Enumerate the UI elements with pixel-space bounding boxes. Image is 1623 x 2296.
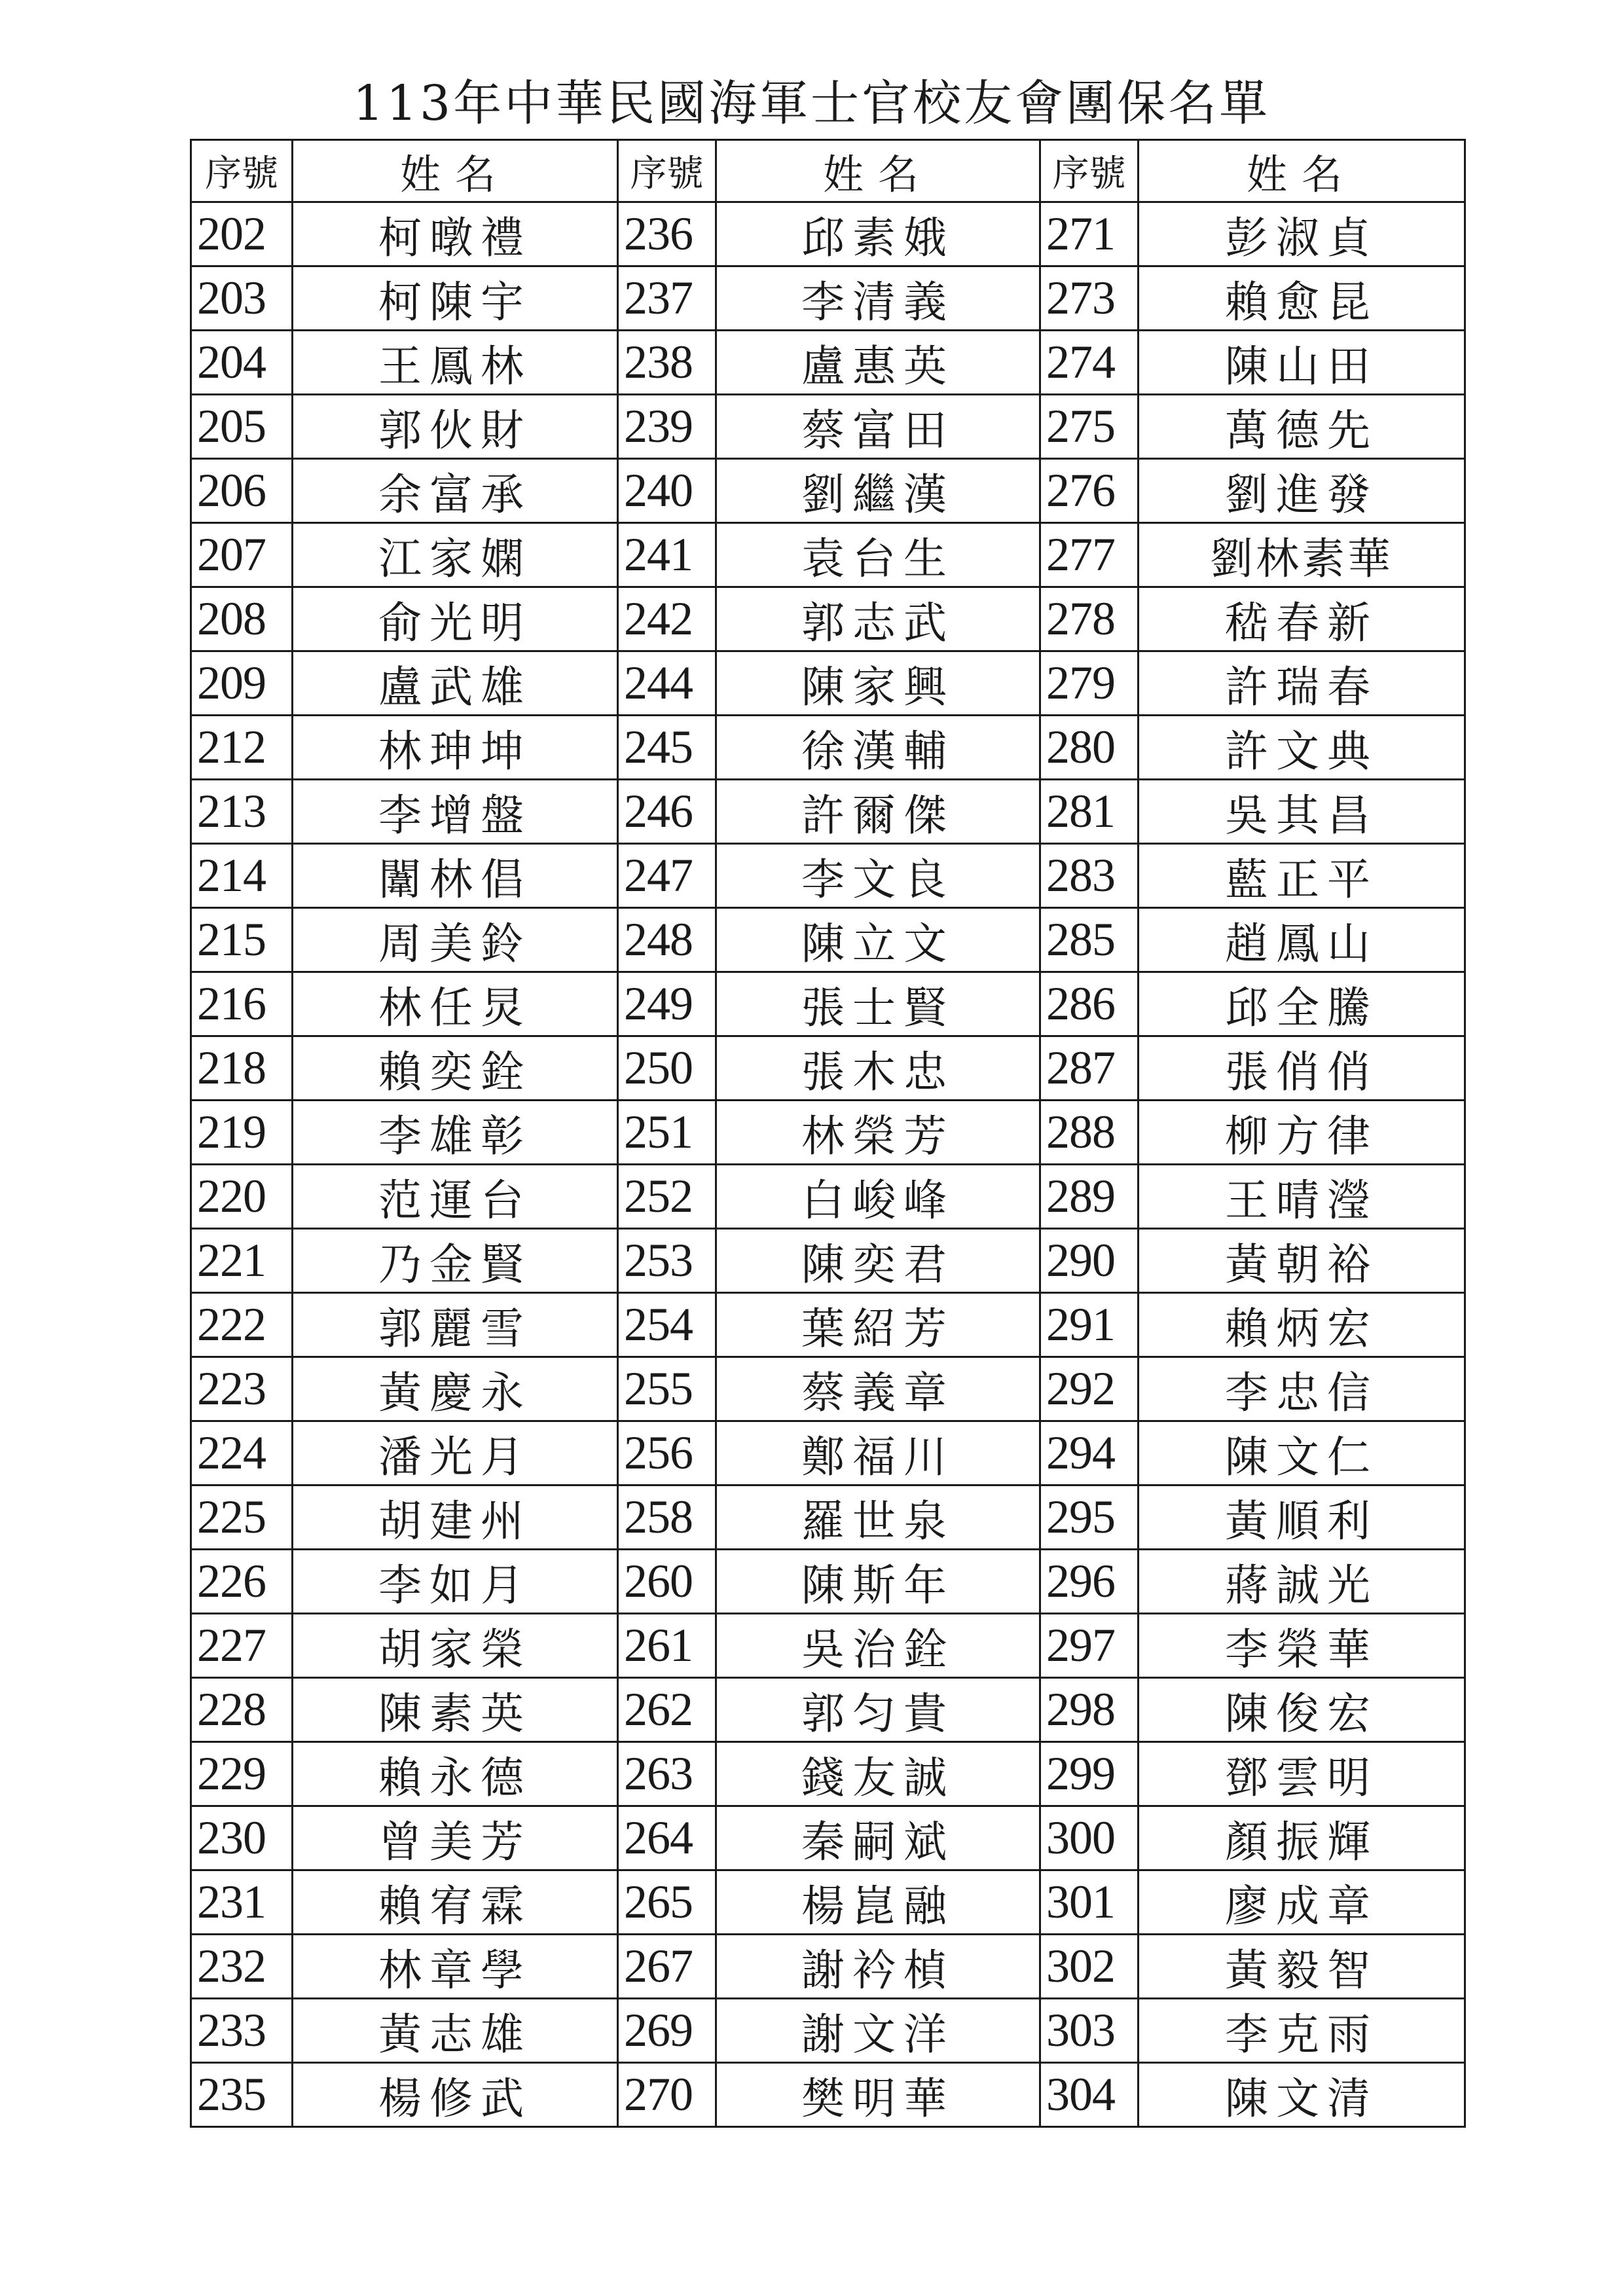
member-number: 204: [191, 331, 293, 395]
member-number: 283: [1040, 844, 1139, 908]
member-name: 郭伙財: [293, 395, 618, 459]
member-number: 216: [191, 972, 293, 1036]
member-name: 藍正平: [1139, 844, 1465, 908]
member-number: 262: [618, 1678, 716, 1742]
member-name: 徐漢輔: [716, 716, 1040, 780]
member-number: 263: [618, 1742, 716, 1806]
member-name: 萬德先: [1139, 395, 1465, 459]
member-name: 謝衿楨: [716, 1935, 1040, 1999]
member-name: 林榮芳: [716, 1101, 1040, 1165]
member-name: 郭麗雪: [293, 1293, 618, 1357]
member-name: 葉紹芳: [716, 1293, 1040, 1357]
member-number: 246: [618, 780, 716, 844]
member-name: 劉進發: [1139, 459, 1465, 523]
member-name: 俞光明: [293, 587, 618, 651]
table-row: [191, 1165, 1465, 1229]
member-name: 許瑞春: [1139, 651, 1465, 716]
member-number: 267: [618, 1935, 716, 1999]
table-row: [191, 1550, 1465, 1614]
member-name: 陳俊宏: [1139, 1678, 1465, 1742]
member-number: 271: [1040, 202, 1139, 266]
member-name: 顏振輝: [1139, 1806, 1465, 1870]
member-number: 270: [618, 2063, 716, 2127]
member-name: 楊崑融: [716, 1870, 1040, 1935]
member-name: 曾美芳: [293, 1806, 618, 1870]
member-number: 213: [191, 780, 293, 844]
member-name: 張俏俏: [1139, 1036, 1465, 1101]
member-number: 253: [618, 1229, 716, 1293]
roster-header: [191, 140, 1465, 202]
member-name: 郭志武: [716, 587, 1040, 651]
member-number: 298: [1040, 1678, 1139, 1742]
member-name: 張木忠: [716, 1036, 1040, 1101]
member-name: 潘光月: [293, 1421, 618, 1485]
table-row: [191, 202, 1465, 266]
member-name: 李克雨: [1139, 1999, 1465, 2063]
member-number: 281: [1040, 780, 1139, 844]
member-number: 294: [1040, 1421, 1139, 1485]
member-name: 嵇春新: [1139, 587, 1465, 651]
member-number: 287: [1040, 1036, 1139, 1101]
member-name: 謝文洋: [716, 1999, 1040, 2063]
member-name: 蔡富田: [716, 395, 1040, 459]
member-number: 227: [191, 1614, 293, 1678]
roster-table: [190, 139, 1466, 2128]
member-number: 230: [191, 1806, 293, 1870]
member-number: 215: [191, 908, 293, 972]
member-number: 222: [191, 1293, 293, 1357]
member-number: 223: [191, 1357, 293, 1421]
roster-body: [191, 202, 1465, 2127]
table-row: [191, 587, 1465, 651]
member-number: 264: [618, 1806, 716, 1870]
member-number: 219: [191, 1101, 293, 1165]
member-name: 余富承: [293, 459, 618, 523]
table-row: [191, 716, 1465, 780]
member-name: 彭淑貞: [1139, 202, 1465, 266]
member-number: 205: [191, 395, 293, 459]
member-number: 252: [618, 1165, 716, 1229]
number-header: 序號: [1040, 140, 1139, 202]
table-row: [191, 459, 1465, 523]
member-name: 柳方律: [1139, 1101, 1465, 1165]
table-row: [191, 1678, 1465, 1742]
member-number: 221: [191, 1229, 293, 1293]
member-number: 299: [1040, 1742, 1139, 1806]
member-number: 233: [191, 1999, 293, 2063]
member-name: 劉林素華: [1139, 523, 1465, 587]
member-name: 李忠信: [1139, 1357, 1465, 1421]
member-number: 231: [191, 1870, 293, 1935]
table-row: [191, 1806, 1465, 1870]
member-number: 303: [1040, 1999, 1139, 2063]
member-name: 王晴瀅: [1139, 1165, 1465, 1229]
member-name: 江家嫻: [293, 523, 618, 587]
member-name: 陳素英: [293, 1678, 618, 1742]
member-name: 蔣誠光: [1139, 1550, 1465, 1614]
member-name: 李文良: [716, 844, 1040, 908]
member-number: 218: [191, 1036, 293, 1101]
table-row: [191, 908, 1465, 972]
member-number: 225: [191, 1485, 293, 1550]
member-number: 228: [191, 1678, 293, 1742]
member-number: 274: [1040, 331, 1139, 395]
member-number: 247: [618, 844, 716, 908]
table-row: [191, 1101, 1465, 1165]
member-name: 陳立文: [716, 908, 1040, 972]
table-row: [191, 1229, 1465, 1293]
member-name: 賴炳宏: [1139, 1293, 1465, 1357]
member-name: 陳文仁: [1139, 1421, 1465, 1485]
member-number: 240: [618, 459, 716, 523]
table-row: [191, 844, 1465, 908]
member-name: 陳家興: [716, 651, 1040, 716]
member-name: 周美鈴: [293, 908, 618, 972]
table-row: [191, 780, 1465, 844]
member-name: 許文典: [1139, 716, 1465, 780]
member-name: 賴宥霖: [293, 1870, 618, 1935]
member-name: 李如月: [293, 1550, 618, 1614]
table-row: [191, 1870, 1465, 1935]
member-number: 290: [1040, 1229, 1139, 1293]
member-name: 范運台: [293, 1165, 618, 1229]
member-number: 297: [1040, 1614, 1139, 1678]
member-name: 黃志雄: [293, 1999, 618, 2063]
member-number: 269: [618, 1999, 716, 2063]
table-row: [191, 1421, 1465, 1485]
member-name: 蔡義章: [716, 1357, 1040, 1421]
member-name: 張士賢: [716, 972, 1040, 1036]
table-row: [191, 1036, 1465, 1101]
member-name: 秦嗣斌: [716, 1806, 1040, 1870]
member-number: 301: [1040, 1870, 1139, 1935]
member-name: 賴愈昆: [1139, 266, 1465, 331]
member-number: 241: [618, 523, 716, 587]
member-name: 樊明華: [716, 2063, 1040, 2127]
member-number: 206: [191, 459, 293, 523]
table-row: [191, 2063, 1465, 2127]
member-number: 279: [1040, 651, 1139, 716]
member-name: 袁台生: [716, 523, 1040, 587]
member-name: 林章學: [293, 1935, 618, 1999]
member-name: 柯暾禮: [293, 202, 618, 266]
member-number: 237: [618, 266, 716, 331]
header-row: [191, 140, 1465, 202]
member-number: 209: [191, 651, 293, 716]
name-header: 姓名: [1139, 140, 1465, 202]
member-number: 261: [618, 1614, 716, 1678]
member-number: 275: [1040, 395, 1139, 459]
member-number: 256: [618, 1421, 716, 1485]
member-name: 胡建州: [293, 1485, 618, 1550]
member-name: 錢友誠: [716, 1742, 1040, 1806]
table-row: [191, 266, 1465, 331]
member-name: 闈林倡: [293, 844, 618, 908]
member-number: 226: [191, 1550, 293, 1614]
member-number: 278: [1040, 587, 1139, 651]
table-row: [191, 1357, 1465, 1421]
member-number: 229: [191, 1742, 293, 1806]
member-name: 陳斯年: [716, 1550, 1040, 1614]
member-name: 王鳳林: [293, 331, 618, 395]
member-name: 邱全騰: [1139, 972, 1465, 1036]
table-row: [191, 331, 1465, 395]
member-name: 黃毅智: [1139, 1935, 1465, 1999]
member-number: 250: [618, 1036, 716, 1101]
member-name: 賴奕銓: [293, 1036, 618, 1101]
member-number: 291: [1040, 1293, 1139, 1357]
member-number: 254: [618, 1293, 716, 1357]
table-row: [191, 1999, 1465, 2063]
table-row: [191, 1485, 1465, 1550]
member-number: 239: [618, 395, 716, 459]
member-name: 林珅坤: [293, 716, 618, 780]
member-number: 212: [191, 716, 293, 780]
member-number: 292: [1040, 1357, 1139, 1421]
member-number: 300: [1040, 1806, 1139, 1870]
member-number: 285: [1040, 908, 1139, 972]
member-number: 260: [618, 1550, 716, 1614]
member-name: 郭匀貴: [716, 1678, 1040, 1742]
member-name: 陳山田: [1139, 331, 1465, 395]
member-name: 乃金賢: [293, 1229, 618, 1293]
member-number: 208: [191, 587, 293, 651]
member-number: 273: [1040, 266, 1139, 331]
member-name: 趙鳳山: [1139, 908, 1465, 972]
document-title: 113年中華民國海軍士官校友會團保名單: [352, 75, 1271, 132]
member-number: 258: [618, 1485, 716, 1550]
name-header: 姓名: [293, 140, 618, 202]
member-number: 295: [1040, 1485, 1139, 1550]
member-number: 289: [1040, 1165, 1139, 1229]
member-number: 245: [618, 716, 716, 780]
member-number: 304: [1040, 2063, 1139, 2127]
member-name: 賴永德: [293, 1742, 618, 1806]
table-row: [191, 651, 1465, 716]
number-header: 序號: [191, 140, 293, 202]
member-number: 214: [191, 844, 293, 908]
member-name: 林任炅: [293, 972, 618, 1036]
table-row: [191, 395, 1465, 459]
member-number: 220: [191, 1165, 293, 1229]
member-name: 陳文清: [1139, 2063, 1465, 2127]
member-name: 黃順利: [1139, 1485, 1465, 1550]
member-number: 248: [618, 908, 716, 972]
member-name: 李雄彰: [293, 1101, 618, 1165]
table-row: [191, 523, 1465, 587]
member-name: 許爾傑: [716, 780, 1040, 844]
table-row: [191, 1935, 1465, 1999]
member-number: 276: [1040, 459, 1139, 523]
member-number: 224: [191, 1421, 293, 1485]
member-number: 296: [1040, 1550, 1139, 1614]
member-number: 232: [191, 1935, 293, 1999]
member-number: 280: [1040, 716, 1139, 780]
number-header: 序號: [618, 140, 716, 202]
member-name: 廖成章: [1139, 1870, 1465, 1935]
member-name: 鄭福川: [716, 1421, 1040, 1485]
name-header: 姓名: [716, 140, 1040, 202]
member-number: 288: [1040, 1101, 1139, 1165]
member-number: 242: [618, 587, 716, 651]
member-number: 265: [618, 1870, 716, 1935]
member-name: 吳治銓: [716, 1614, 1040, 1678]
member-name: 劉繼漢: [716, 459, 1040, 523]
member-number: 244: [618, 651, 716, 716]
table-row: [191, 972, 1465, 1036]
member-number: 235: [191, 2063, 293, 2127]
table-row: [191, 1293, 1465, 1357]
table-row: [191, 1742, 1465, 1806]
member-name: 盧武雄: [293, 651, 618, 716]
member-number: 286: [1040, 972, 1139, 1036]
member-name: 吳其昌: [1139, 780, 1465, 844]
member-number: 255: [618, 1357, 716, 1421]
member-name: 盧惠英: [716, 331, 1040, 395]
member-name: 白峻峰: [716, 1165, 1040, 1229]
member-name: 李清義: [716, 266, 1040, 331]
member-name: 李榮華: [1139, 1614, 1465, 1678]
member-number: 202: [191, 202, 293, 266]
member-number: 236: [618, 202, 716, 266]
member-number: 302: [1040, 1935, 1139, 1999]
member-number: 207: [191, 523, 293, 587]
member-name: 羅世泉: [716, 1485, 1040, 1550]
member-number: 249: [618, 972, 716, 1036]
member-number: 251: [618, 1101, 716, 1165]
member-name: 陳奕君: [716, 1229, 1040, 1293]
member-number: 203: [191, 266, 293, 331]
member-name: 鄧雲明: [1139, 1742, 1465, 1806]
member-number: 277: [1040, 523, 1139, 587]
member-name: 楊修武: [293, 2063, 618, 2127]
member-name: 柯陳宇: [293, 266, 618, 331]
member-name: 黃慶永: [293, 1357, 618, 1421]
member-name: 胡家榮: [293, 1614, 618, 1678]
table-row: [191, 1614, 1465, 1678]
member-number: 238: [618, 331, 716, 395]
member-name: 邱素娥: [716, 202, 1040, 266]
member-name: 李增盤: [293, 780, 618, 844]
member-name: 黃朝裕: [1139, 1229, 1465, 1293]
